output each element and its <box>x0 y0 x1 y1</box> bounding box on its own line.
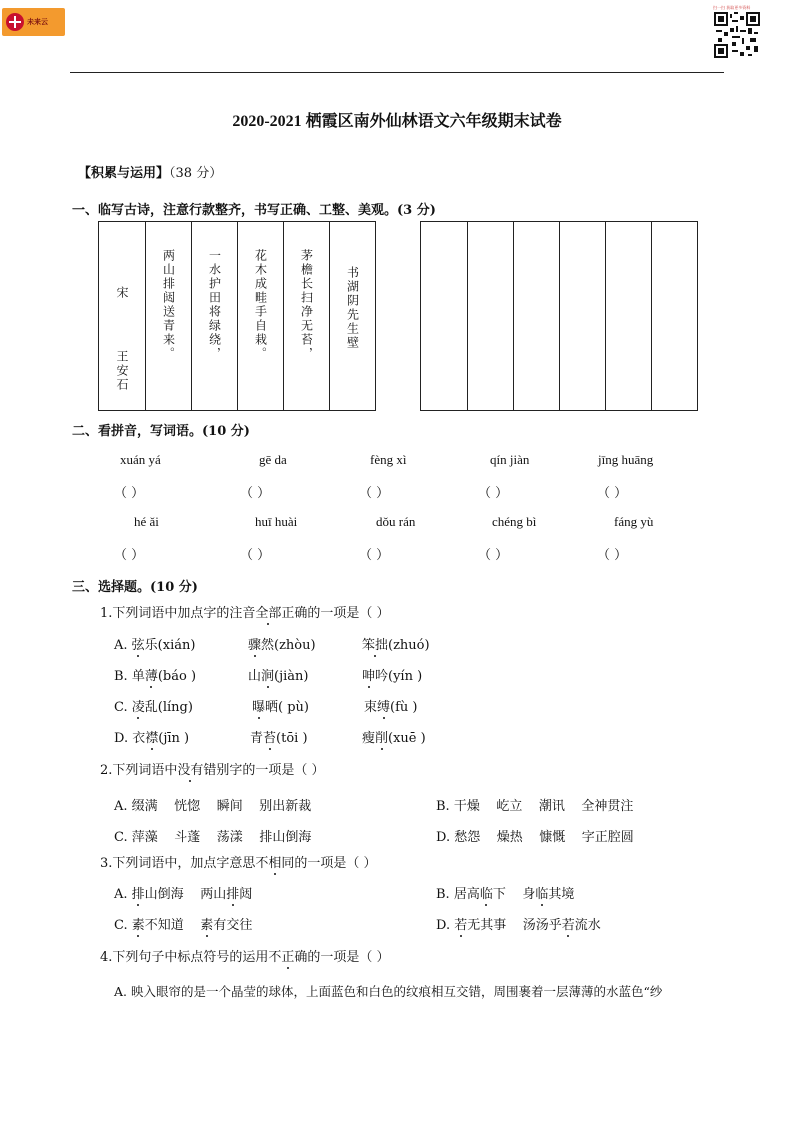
option-text: 山倒海 两山 <box>144 887 227 902</box>
poem-dynasty: 宋 <box>115 286 129 300</box>
option-d[interactable] <box>436 914 601 933</box>
option-a[interactable] <box>114 883 252 902</box>
pinyin-item: jīng huāng <box>598 452 654 467</box>
dotted-char: 涧 <box>261 669 275 684</box>
answer-blank[interactable]: （ ） <box>114 486 145 501</box>
writing-column[interactable] <box>513 222 559 410</box>
stem-emphasis: 不相同 <box>255 856 295 871</box>
option-text: D. 衣 <box>114 731 146 746</box>
answer-blank[interactable]: （ ） <box>597 548 628 563</box>
dotted-char: 凌 <box>131 700 145 715</box>
pinyin-item: gē da <box>259 452 287 467</box>
answer-blank[interactable]: （ ） <box>478 486 509 501</box>
poem-line: 一水护田将绿绕， <box>207 249 222 361</box>
dotted-char: 骤 <box>248 638 262 653</box>
option-b[interactable] <box>114 665 196 684</box>
stem-text: 1.下列词语中加点字的注音 <box>100 606 256 621</box>
writing-grid[interactable] <box>420 221 698 411</box>
option-text: (fù ) <box>390 700 418 715</box>
option-text: 青 <box>250 731 264 746</box>
poem-table <box>98 221 376 411</box>
pinyin-item: huī huài <box>255 514 298 529</box>
option-text: A. <box>114 887 132 902</box>
stem-text: 的一项是（ ） <box>307 950 390 965</box>
option-c[interactable]: C. 萍藻 斗蓬 荡漾 排山倒海 <box>114 830 312 845</box>
writing-column[interactable] <box>559 222 605 410</box>
dotted-char: 缚 <box>377 700 391 715</box>
answer-blank[interactable]: （ ） <box>359 486 390 501</box>
option-word <box>248 665 309 684</box>
pinyin-item: chéng bì <box>492 514 537 529</box>
option-word <box>362 665 422 684</box>
stem-text: 4.下列句子中标点符号的运用 <box>100 950 269 965</box>
option-text: (xuē ) <box>388 731 426 746</box>
dotted-char: 襟 <box>145 731 159 746</box>
option-text: 乱(líng) <box>144 700 193 715</box>
dotted-char: 削 <box>375 731 389 746</box>
q3-heading: 三、选择题。(10 分) <box>72 580 198 595</box>
option-c[interactable] <box>114 696 193 715</box>
page-title: 2020-2021 栖霞区南外仙林语文六年级期末试卷 <box>232 113 562 130</box>
dotted-char: 薄 <box>144 669 158 684</box>
pinyin-item: dǒu rán <box>376 514 416 529</box>
option-text: 下 身 <box>492 887 536 902</box>
option-b[interactable] <box>436 883 574 902</box>
question-stem <box>100 602 390 621</box>
stem-emphasis: 全部 <box>255 606 282 621</box>
writing-column[interactable] <box>605 222 651 410</box>
question-stem <box>100 852 377 871</box>
poem-line: 花木成畦手自栽。 <box>253 249 268 361</box>
poem-line: 茅檐长扫净无苔， <box>299 249 314 361</box>
dotted-char: 排 <box>226 887 240 902</box>
answer-blank[interactable]: （ ） <box>240 548 271 563</box>
option-text: 晒( pù) <box>265 700 309 715</box>
option-text: C. <box>114 918 132 933</box>
pinyin-item: qín jiàn <box>490 452 530 467</box>
stem-emphasis: 不正确 <box>268 950 308 965</box>
question-stem <box>100 759 325 778</box>
option-c[interactable] <box>114 914 252 933</box>
poem-line-column <box>145 222 191 410</box>
option-word <box>250 727 308 746</box>
option-text: 山 <box>248 669 262 684</box>
option-text: (jiàn) <box>274 669 309 684</box>
question-stem <box>100 946 390 965</box>
poem-author: 王安石 <box>115 350 129 392</box>
dotted-char: 笨拙 <box>362 638 389 653</box>
brand-logo <box>2 8 65 36</box>
option-text: D. <box>436 918 455 933</box>
dotted-char: 排 <box>131 887 145 902</box>
dotted-char: 素 <box>200 918 214 933</box>
option-word <box>362 634 430 653</box>
poem-line-column <box>191 222 237 410</box>
stem-emphasis: 没有 <box>177 763 204 778</box>
dotted-char: 苔 <box>263 731 277 746</box>
option-a[interactable]: A. 映入眼帘的是一个晶莹的球体，上面蓝色和白色的纹痕相互交错，周围裹着一层薄薄的水蓝色“纱 <box>114 984 663 999</box>
q2-heading: 二、看拼音，写词语。(10 分) <box>72 424 250 439</box>
stem-text: 3.下列词语中，加点字意思 <box>100 856 256 871</box>
pinyin-item: xuán yá <box>120 452 161 467</box>
poem-line: 两山排闼送青来。 <box>161 249 176 361</box>
option-text: (báo ) <box>157 669 197 684</box>
dotted-char: 弦 <box>131 638 145 653</box>
writing-column[interactable] <box>421 222 467 410</box>
option-b[interactable]: B. 干燥 屹立 潮讯 全神贯注 <box>436 799 634 814</box>
option-text: B. 居高 <box>436 887 480 902</box>
writing-column[interactable] <box>467 222 513 410</box>
pinyin-item: fáng yù <box>614 514 654 529</box>
pinyin-item: fèng xì <box>370 452 407 467</box>
option-d[interactable] <box>114 727 189 746</box>
dotted-char: 临 <box>479 887 493 902</box>
answer-blank[interactable]: （ ） <box>478 548 509 563</box>
section-accumulation <box>78 162 222 181</box>
dotted-char: 曝 <box>252 700 266 715</box>
answer-blank[interactable]: （ ） <box>597 486 628 501</box>
writing-column[interactable] <box>651 222 697 410</box>
option-text: 其境 <box>548 887 575 902</box>
option-text: 然(zhòu) <box>261 638 316 653</box>
option-text: 不知道 <box>144 918 201 933</box>
pinyin-item: hé ǎi <box>134 514 159 529</box>
logo-icon <box>6 13 24 31</box>
dotted-char: 临 <box>535 887 549 902</box>
option-text: C. <box>114 700 132 715</box>
answer-blank[interactable]: （ ） <box>114 548 145 563</box>
option-word <box>252 696 309 715</box>
dotted-char: 素 <box>131 918 145 933</box>
option-text: 乐(xián) <box>144 638 196 653</box>
option-word <box>364 696 418 715</box>
option-a[interactable] <box>114 634 195 653</box>
stem-text: 正确的一项是（ ） <box>281 606 390 621</box>
stem-text: 错别字的一项是（ ） <box>203 763 325 778</box>
option-text: 瘦 <box>362 731 376 746</box>
option-text: 束 <box>364 700 378 715</box>
answer-blank[interactable]: （ ） <box>359 548 390 563</box>
option-text: (tōi ) <box>276 731 308 746</box>
poem-title: 书湖阴先生壁 <box>345 266 360 350</box>
option-d[interactable]: D. 愁怨 燥热 慷慨 字正腔圆 <box>436 830 634 845</box>
option-word <box>362 727 426 746</box>
option-word <box>248 634 316 653</box>
option-text: 闼 <box>239 887 253 902</box>
option-text: A. <box>114 638 132 653</box>
dotted-char: 若 <box>454 918 468 933</box>
dotted-char: 呻 <box>362 669 376 684</box>
qr-caption: 扫一扫 获取更多资料 <box>713 5 751 10</box>
option-text: B. 单 <box>114 669 145 684</box>
section-score: （38 分） <box>169 166 223 181</box>
option-text: 无其事 汤汤乎 <box>467 918 562 933</box>
header-rule <box>70 72 724 73</box>
q1-heading: 一、临写古诗，注意行款整齐，书写正确、工整、美观。(3 分) <box>72 203 436 218</box>
poem-line-column <box>283 222 329 410</box>
option-text: 吟(yín ) <box>375 669 423 684</box>
dotted-char: 若 <box>561 918 575 933</box>
option-text: 流水 <box>574 918 601 933</box>
poem-title-column <box>329 222 375 410</box>
option-text: (zhuó) <box>388 638 430 653</box>
qr-code-icon <box>714 12 760 58</box>
answer-blank[interactable]: （ ） <box>240 486 271 501</box>
option-text: 有交往 <box>213 918 253 933</box>
poem-line-column <box>237 222 283 410</box>
stem-text: 的一项是（ ） <box>294 856 377 871</box>
option-a[interactable]: A. 缀满 恍惚 瞬间 别出新裁 <box>114 799 312 814</box>
stem-text: 2.下列词语中 <box>100 763 178 778</box>
poem-author-column <box>99 222 145 410</box>
option-text: (jīn ) <box>158 731 190 746</box>
section-label: 【积累与运用】 <box>78 166 170 181</box>
logo-text: 未来云 <box>27 18 48 26</box>
